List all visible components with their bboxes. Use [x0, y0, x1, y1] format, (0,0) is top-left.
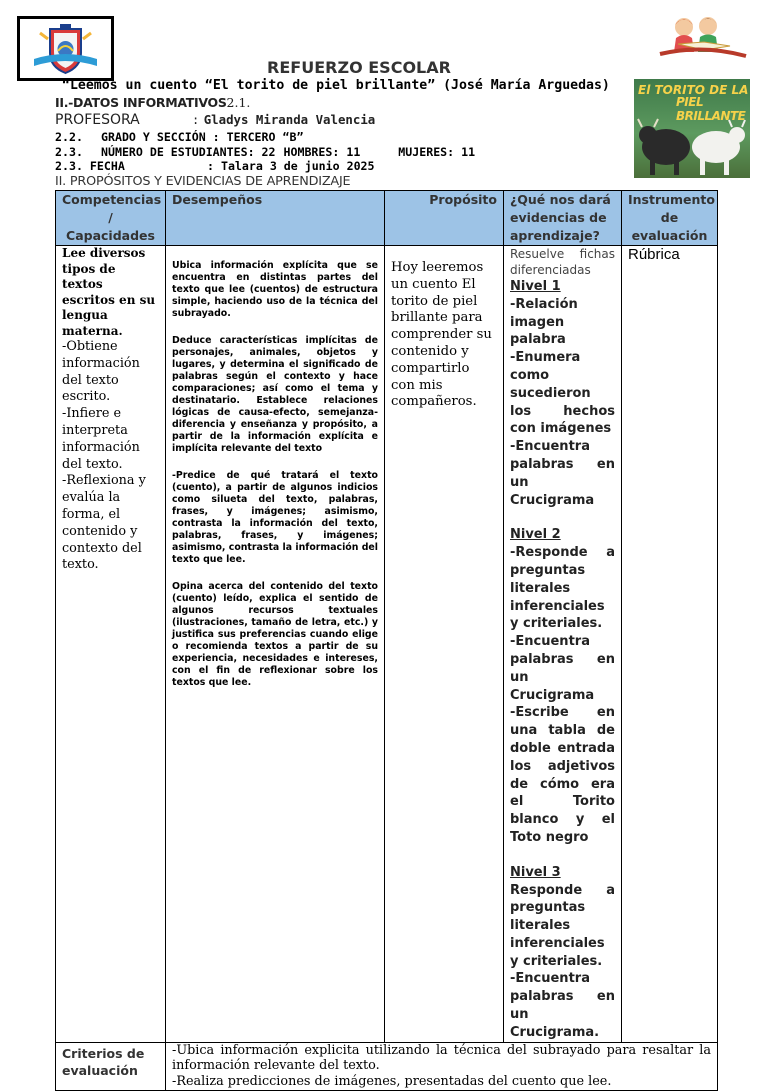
- criterio-item: -Realiza predicciones de imágenes, presentadas del cuento que lee.: [172, 1073, 612, 1089]
- nivel-2-title: Nivel 2: [510, 527, 561, 543]
- capacidad-item: -Reflexiona y evalúa la forma, el contenido y contexto del texto.: [62, 473, 146, 573]
- capacidad-item: -Infiere e interpreta información del texto.: [62, 406, 140, 472]
- book-cover-image: [634, 79, 750, 178]
- page-subtitle: “Leemos un cuento “El torito de piel brillante” (José María Arguedas): [62, 78, 610, 93]
- competencia-title: Lee diversos tipos de textos escritos en su lengua materna.: [62, 246, 156, 338]
- nivel-1-title: Nivel 1: [510, 279, 561, 294]
- desempeno-item: -Predice de qué tratará el texto (cuento), a partir de algunos indicios como silueta del texto, palabras, frases, y imágenes; asimismo, contrasta la información del texto, palabras, frases, y imágenes; asimismo, contrasta la información del texto que lee.: [172, 470, 378, 565]
- page-title: REFUERZO ESCOLAR: [267, 58, 451, 77]
- evidencias-cell: [504, 246, 622, 1043]
- criterios-cell: [166, 1042, 718, 1090]
- grado-number: 2.2.: [55, 130, 83, 144]
- nivel-1-item: -Encuentra palabras en un Crucigrama: [510, 439, 615, 508]
- proposito-cell: Hoy leeremos un cuento El torito de piel brillante para comprender su contenido y compartirlo con mis compañeros.: [385, 246, 504, 1043]
- datos-heading: [55, 95, 250, 110]
- competencias-cell: [56, 246, 166, 1043]
- estudiantes-row: [55, 145, 475, 159]
- nivel-2-item: -Escribe en una tabla de doble entrada los adjetivos de cómo era el Torito blanco y el Toto negro: [510, 705, 615, 845]
- header-proposito: Propósito: [385, 191, 504, 246]
- desempeno-item: Deduce características implícitas de personajes, animales, objetos y lugares, y determina el significado de palabras según el contexto y hace comparaciones; así como el tema y destinatario. Establece relaciones lógicas de causa-efecto, semejanza-diferencia y enseñanza y propósito, a partir de la información explícita e implícita relevante del texto: [172, 335, 378, 454]
- propositos-table: [55, 190, 718, 1091]
- nivel-2-item: -Encuentra palabras en un Crucigrama: [510, 634, 615, 703]
- hombres-text: HOMBRES: 11: [283, 145, 361, 159]
- profesora-value: Gladys Miranda Valencia: [203, 112, 376, 127]
- header-competencias: Competencias / Capacidades: [56, 191, 166, 246]
- nivel-3-item: Responde a preguntas literales inferenciales y criteriales.: [510, 882, 615, 969]
- instrumento-cell: Rúbrica: [622, 246, 718, 1043]
- profesora-colon: :: [192, 113, 200, 127]
- evidencias-intro: Resuelve fichas diferenciadas: [510, 247, 615, 277]
- datos-heading-text: II.-DATOS INFORMATIVOS: [55, 95, 227, 110]
- estudiantes-text: NÚMERO DE ESTUDIANTES: 22: [101, 145, 276, 159]
- cover-title-line2: PIEL BRILLANTE: [676, 95, 746, 123]
- capacidad-item: -Obtiene información del texto escrito.: [62, 339, 140, 405]
- bull-and-cow-icon: [634, 109, 750, 178]
- cover-title-line1: El TORITO DE LA: [638, 83, 749, 97]
- fecha-label: 2.3. FECHA: [55, 159, 125, 173]
- fecha-value: : Talara 3 de junio 2025: [207, 159, 375, 173]
- fecha-row: [55, 159, 375, 173]
- grado-text: GRADO Y SECCIÓN : TERCERO “B”: [101, 130, 304, 144]
- header-evidencias: ¿Qué nos dará evidencias de aprendizaje?: [504, 191, 622, 246]
- desempenos-cell: [166, 246, 385, 1043]
- mujeres-text: MUJERES: 11: [398, 145, 476, 159]
- datos-heading-suffix: 2.1.: [226, 95, 251, 110]
- nivel-1-item: -Enumera como sucedieron los hechos con imágenes: [510, 350, 615, 437]
- table-row: [56, 246, 718, 1043]
- children-reading-illustration: [656, 14, 748, 62]
- header-instrumento: Instrumento de evaluación: [622, 191, 718, 246]
- nivel-1-item: -Relación imagen palabra: [510, 296, 578, 348]
- nivel-3-item: -Encuentra palabras en un Crucigrama.: [510, 971, 615, 1040]
- nivel-3-title: Nivel 3: [510, 864, 561, 880]
- nivel-2-item: -Responde a preguntas literales inferenciales y criteriales.: [510, 545, 615, 632]
- criterio-item: -Ubica información explicita utilizando la técnica del subrayado para resaltar la información relevante del texto.: [172, 1042, 711, 1074]
- desempeno-item: Opina acerca del contenido del texto (cuento) leído, explica el sentido de algunos recursos textuales (ilustraciones, tamaño de letra, etc.) y justifica sus preferencias cuando elige o recomienda textos a partir de su experiencia, necesidades e intereses, con el fin de reflexionar sobre los textos que lee.: [172, 581, 378, 688]
- propositos-heading: II. PROPÓSITOS Y EVIDENCIAS DE APRENDIZAJE: [55, 174, 351, 189]
- criterios-label: Criterios de evaluación: [56, 1042, 166, 1090]
- grado-row: [55, 130, 303, 144]
- criterios-row: [56, 1042, 718, 1090]
- header-desempenos: Desempeños: [166, 191, 385, 246]
- desempeno-item: Ubica información explícita que se encuentra en distintas partes del texto que lee (cuentos) de estructura simple, haciendo uso de la técnica del subrayado.: [172, 260, 378, 319]
- table-header-row: [56, 191, 718, 246]
- profesora-row: [55, 112, 375, 128]
- estudiantes-number: 2.3.: [55, 145, 83, 159]
- profesora-label: PROFESORA: [55, 112, 140, 128]
